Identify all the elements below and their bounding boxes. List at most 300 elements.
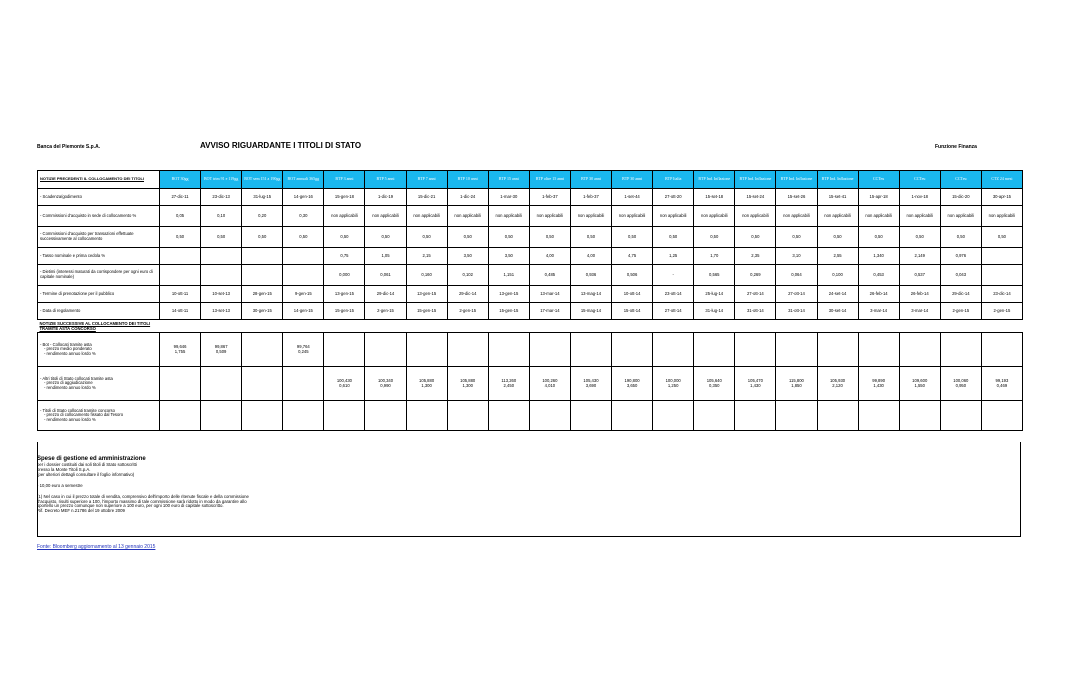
row-label [38,401,160,431]
table-cell: 15-ott-14 [612,303,653,320]
table-cell: 0,20 [242,206,283,227]
table-cell: 15-set-18 [694,189,735,206]
row-label: - Dietimi (interessi maturati da corrispondere per ogni euro di capitale nominale) [38,265,160,286]
table-cell [283,265,324,286]
table-cell [488,367,529,401]
table-cell: 17-mar-14 [529,303,570,320]
table-cell: 25-lug-14 [694,286,735,303]
table-cell: 0,50 [858,227,899,248]
cell-value: 99,764 [296,344,310,350]
cell-value: 1,300 [462,382,473,388]
spese-title: Spese di gestione ed amministrazione [37,456,146,462]
table-cell [447,367,488,401]
note-line: Rif. Decreto MEF n.21786 del 19 ottobre 2009 [37,508,125,514]
table-cell: 1-feb-37 [570,189,611,206]
table-cell [735,367,776,401]
table-cell [529,367,570,401]
table-cell: 2-gen-15 [447,303,488,320]
table-cell [406,401,447,431]
table-cell: 0,506 [612,265,653,286]
table-cell: non applicabili [817,206,858,227]
cell-value: 1,300 [421,382,432,388]
table-cell: 1-nov-18 [899,189,940,206]
table-cell: 26-feb-14 [899,286,940,303]
table-cell: 0,269 [735,265,776,286]
table-cell: 31-ott-14 [735,303,776,320]
table-cell: 15-dic-21 [406,189,447,206]
table-cell [160,248,201,265]
table-cell [653,401,694,431]
table-cell [570,367,611,401]
table-cell: 27-ott-20 [653,189,694,206]
table-cell: 0,50 [242,227,283,248]
table-cell: 0,75 [324,248,365,265]
table-cell: 0,565 [694,265,735,286]
table-cell [488,401,529,431]
table-cell: non applicabili [529,206,570,227]
section-label-successive: NOTIZIE SUCCESSIVE AL COLLOCAMENTO DEI TITOLI TRAMITE ASTA CONCORSO [39,321,151,331]
table-cell [201,265,242,286]
table-cell: 15-gen-18 [324,189,365,206]
column-header: BOT trim 91 e 119gg [201,171,242,189]
table-cell: 15-dic-20 [940,189,981,206]
table-cell: 2-gen-15 [981,303,1022,320]
table-cell [242,333,283,367]
table-cell [160,401,201,431]
row-label-sub: - rendimento annuo lordo % [44,384,96,390]
table-cell: non applicabili [858,206,899,227]
table-cell: 0,485 [529,265,570,286]
table-cell: 31-lug-14 [694,303,735,320]
table-cell [447,401,488,431]
cell-value: 113,260 [501,378,517,384]
table-cell [365,401,406,431]
table-cell: 28-gen-15 [242,286,283,303]
table-cell [324,401,365,431]
table-cell [940,401,981,431]
cell-value: 0,469 [996,382,1008,388]
column-header: BTP Ind. Inflazione [776,171,817,189]
table-cell: 0,50 [817,227,858,248]
table-cell [981,265,1022,286]
table-cell: 13-gen-15 [324,286,365,303]
column-header: BTP oltre 15 anni [529,171,570,189]
table-cell: 30-apr-15 [981,189,1022,206]
cell-value: 100,260 [542,378,558,384]
row-label-sub: - rendimento annuo lordo % [44,416,96,422]
table-cell: 0,50 [940,227,981,248]
table-cell [570,401,611,431]
table-cell: 2,15 [406,248,447,265]
table-cell [242,248,283,265]
table-cell: 4,75 [612,248,653,265]
table-cell: 26-feb-14 [858,286,899,303]
table-cell: 0,50 [899,227,940,248]
cell-value: 1,755 [174,348,186,354]
table-cell [570,333,611,367]
row-label: - Termine di prenotazione per il pubblico [38,286,160,303]
table-row [38,303,1023,320]
table-cell [283,367,324,401]
table-row [38,367,1023,401]
table-cell [612,401,653,431]
cell-value: 3,690 [585,382,597,388]
table-cell [406,367,447,401]
table-cell: 15-gen-15 [488,303,529,320]
column-header: BTP 15 anni [488,171,529,189]
row-label: - Commissioni d'acquisto per transazioni effettuate successivamente al collocamento [38,227,160,248]
table-cell: 0,10 [201,206,242,227]
table-cell: 30-set-14 [817,303,858,320]
row-label-sub: - prezzo di aggiudicazione [44,380,93,386]
table-cell: 0,50 [694,227,735,248]
table-cell: 0,50 [324,227,365,248]
header-row [38,171,1023,189]
table-cell [406,333,447,367]
cell-value: 105,930 [829,378,846,384]
table-cell: non applicabili [406,206,447,227]
table-cell: 0,30 [283,206,324,227]
table-cell: 29-dic-14 [447,286,488,303]
column-header: CCTeu [899,171,940,189]
table-cell: 14-gen-15 [283,303,324,320]
spese-fee: - 10,00 euro a semestre [37,482,83,488]
table-cell: 14-gen-16 [283,189,324,206]
table-cell: 0,50 [735,227,776,248]
table-cell [160,265,201,286]
table-cell: non applicabili [324,206,365,227]
table-cell: 0,976 [940,248,981,265]
column-header: BOT sem 151 a 190gg [242,171,283,189]
table-cell: 0,537 [899,265,940,286]
table-cell: non applicabili [653,206,694,227]
table-cell: 1-feb-37 [529,189,570,206]
cell-value: 0,245 [298,348,309,354]
cell-value: 99,646 [173,344,187,350]
table-cell [447,333,488,367]
cell-value: 99,193 [995,378,1009,384]
table-cell: non applicabili [899,206,940,227]
table-cell: 0,50 [612,227,653,248]
table-cell: 2,55 [817,248,858,265]
cell-value: 1,250 [667,382,679,388]
table-cell: 0,000 [324,265,365,286]
table-cell [201,248,242,265]
table-cell: 13-mag-14 [570,286,611,303]
table-cell: 0,160 [406,265,447,286]
row-label-main: - Altri titoli di Stato collocati tramite asta [40,375,113,381]
cell-value: 100,340 [377,378,394,384]
table-cell [940,367,981,401]
cell-value: 99,867 [214,344,228,350]
table-cell: 0,043 [940,265,981,286]
table-cell: 15-apr-18 [858,189,899,206]
table-row [38,227,1023,248]
table-cell [612,367,653,401]
table-cell: 1,70 [694,248,735,265]
spese-section [37,455,467,514]
table-cell [817,401,858,431]
column-header: BOT 30gg [160,171,201,189]
table-cell: 0,50 [406,227,447,248]
table-cell [160,333,201,367]
table-cell: 15-gen-15 [324,303,365,320]
cell-value: 115,800 [789,378,804,384]
table-cell [735,333,776,367]
column-header: BTP 10 anni [447,171,488,189]
table-row [38,206,1023,227]
table-cell: 15-mag-14 [570,303,611,320]
table-cell [981,248,1022,265]
section-filler [160,320,1023,333]
row-label [38,367,160,401]
table-cell: 31-ott-14 [776,303,817,320]
cell-value: 109,600 [912,378,928,384]
table-cell: 2-gen-15 [365,303,406,320]
table-cell: 0,50 [653,227,694,248]
table-cell: 1,151 [488,265,529,286]
note-line: (1) Nel caso in cui il prezzo totale di vendita, comprensivo dell'importo delle ritenute fiscale e della commissione [37,493,249,499]
table-cell [899,333,940,367]
table-cell [365,367,406,401]
table-cell [324,333,365,367]
table-cell: 13-gen-15 [406,286,447,303]
table-cell: non applicabili [694,206,735,227]
table-cell: non applicabili [940,206,981,227]
table-cell: 3,50 [488,248,529,265]
table-cell: 23-ott-14 [653,286,694,303]
table-cell [201,401,242,431]
table-cell [981,401,1022,431]
table-cell: 0,05 [160,206,201,227]
table-cell: 0,100 [817,265,858,286]
department-name: Funzione Finanza [935,144,977,150]
table-cell [858,367,899,401]
row-label-sub: - prezzo medio ponderato [44,346,92,352]
note-line: sportello un prezzo comunque non superiore a 100 euro, per ogni 100 euro di capitale sottoscritto. [37,503,224,509]
table-cell: 1-dic-19 [365,189,406,206]
table-cell: 3,10 [776,248,817,265]
table-cell [940,333,981,367]
column-header: BTP 5 anni [365,171,406,189]
column-header: BTP 30 anni [612,171,653,189]
column-header: BTP Italia [653,171,694,189]
table-cell [735,401,776,431]
column-header: BTP Ind. Inflazione [694,171,735,189]
table-cell: non applicabili [612,206,653,227]
table-cell: 24-set-14 [817,286,858,303]
table-cell [365,333,406,367]
table-cell [529,333,570,367]
table-row [38,401,1023,431]
table-cell [694,367,735,401]
cell-value: 99,890 [872,378,886,384]
table-cell [242,367,283,401]
cell-value: 0,610 [339,382,350,388]
bank-name: Banca del Piemonte S.p.A. [37,144,101,150]
table-cell: 23-dic-14 [981,286,1022,303]
table-cell: 13-set-13 [201,303,242,320]
table-cell: 3,50 [447,248,488,265]
table-cell [858,401,899,431]
table-cell: 1,05 [365,248,406,265]
table-cell: 0,50 [776,227,817,248]
cell-value: 100,060 [953,378,969,384]
column-header: BTP Ind. Inflazione [735,171,776,189]
table-cell: 23-dic-13 [201,189,242,206]
table-cell: 0,50 [529,227,570,248]
column-header: BTP 30 anni [570,171,611,189]
table-cell: non applicabili [365,206,406,227]
cell-value: 105,880 [419,378,435,384]
table-cell: 0,936 [570,265,611,286]
table-cell [981,333,1022,367]
table-cell: 14-ott-11 [160,303,201,320]
row-label-main: - Bot - Collocati tramite asta [40,341,92,347]
table-cell: - [653,265,694,286]
column-header: BTP Ind. Inflazione [817,171,858,189]
cell-value: 100,000 [665,378,681,384]
table-cell: 0,50 [201,227,242,248]
row-label-main: - Titoli di Stato collocati tramite concorso [40,407,115,413]
cell-value: 4,010 [544,382,556,388]
row-label: - Scadenza/godimento [38,189,160,206]
table-cell: 29-dic-14 [365,286,406,303]
cell-value: 2,450 [503,382,515,388]
table-cell [283,248,324,265]
table-cell: 3-mar-14 [858,303,899,320]
spese-line: presso la Monte Titoli S.p.A. [37,466,91,472]
table-cell: non applicabili [488,206,529,227]
table-cell [201,333,242,367]
table-cell [242,401,283,431]
cell-value: 1,850 [791,382,802,388]
table-cell: 29-dic-14 [940,286,981,303]
table-cell: 30-gen-15 [242,303,283,320]
table-cell: 27-dic-11 [160,189,201,206]
table-cell: 15-set-41 [817,189,858,206]
table-cell: 15-gen-15 [406,303,447,320]
table-cell [488,333,529,367]
table-cell [899,367,940,401]
column-header: CTZ 24 mesi [981,171,1022,189]
table-cell: 1-mar-30 [488,189,529,206]
table-cell: 10-ott-11 [160,286,201,303]
table-cell: 0,50 [160,227,201,248]
cell-value: 105,430 [583,378,599,384]
cell-value: 1,430 [873,382,884,388]
table-cell: 1-dic-24 [447,189,488,206]
table-cell [653,367,694,401]
cell-value: 0,350 [709,382,720,388]
column-header: BTP 3 anni [324,171,365,189]
table-cell [858,333,899,367]
table-cell: 27-ott-14 [735,286,776,303]
row-label: - Tasso nominale e prima cedola % [38,248,160,265]
row-label: - Commissioni d'acquisto in sede di collocamento % [38,206,160,227]
table-cell: 10-set-13 [201,286,242,303]
table-cell [612,333,653,367]
row-label [38,333,160,367]
table-row [38,265,1023,286]
titoli-table [37,170,1023,431]
table-cell: 13-gen-15 [488,286,529,303]
table-cell [694,333,735,367]
table-cell: 0,50 [283,227,324,248]
table-cell: non applicabili [447,206,488,227]
table-cell: 31-lug-15 [242,189,283,206]
source-link[interactable]: Fonte: Bloomberg aggiornamento al 13 gennaio 2015 [37,544,156,550]
table-cell: 0,453 [858,265,899,286]
table-cell [817,333,858,367]
table-cell [242,265,283,286]
table-cell [283,333,324,367]
cell-value: 1,430 [750,382,761,388]
table-cell: 1-set-44 [612,189,653,206]
table-row [38,286,1023,303]
table-cell: 13-mar-14 [529,286,570,303]
table-cell: 0,102 [447,265,488,286]
table-cell [283,401,324,431]
table-cell: 0,50 [365,227,406,248]
table-cell: non applicabili [735,206,776,227]
table-cell [324,367,365,401]
cell-value: 0,509 [215,348,227,354]
spese-line: per i dossier costituiti dai soli titoli di Stato sottoscritti [37,462,137,467]
column-header: CCTeu [940,171,981,189]
note-line: d'acquisto, risulti superiore a 100, l'importo massimo di tale commissione sarà ridotto in modo da garantire allo [37,498,247,504]
table-cell: 15-set-24 [735,189,776,206]
table-row [38,333,1023,367]
table-cell [776,333,817,367]
section-label-precedenti: NOTIZIE PRECEDENTI IL COLLOCAMENTO DEI TITOLI [38,171,160,189]
table-cell: 2,35 [735,248,776,265]
table-cell: 0,50 [570,227,611,248]
column-header: BOT annuali 365gg [283,171,324,189]
table-cell: 0,064 [776,265,817,286]
table-cell: 15-set-26 [776,189,817,206]
table-cell [653,333,694,367]
cell-value: 190,800 [624,378,640,384]
page-title: AVVISO RIGUARDANTE I TITOLI DI STATO [200,141,362,150]
table-cell: 0,50 [981,227,1022,248]
row-label-sub: - rendimento annuo lordo % [44,350,96,356]
table-cell [981,367,1022,401]
table-cell: 2,149 [899,248,940,265]
table-cell [776,367,817,401]
cell-value: 0,950 [955,382,967,388]
cell-value: 2,120 [832,382,843,388]
table-cell [529,401,570,431]
table-cell: 4,00 [529,248,570,265]
cell-value: 105,470 [747,378,763,384]
table-cell: 9-gen-15 [283,286,324,303]
column-header: BTP 7 anni [406,171,447,189]
cell-value: 1,550 [914,382,925,388]
table-cell [899,401,940,431]
section-row [38,320,1023,333]
table-cell: 10-ott-14 [612,286,653,303]
table-cell: 4,00 [570,248,611,265]
table-cell [817,367,858,401]
spese-line: (per ulteriori dettagli consultare il foglio informativo) [37,471,135,477]
row-label-sub: - prezzo di collocamento fissato dal Tesoro [44,412,124,418]
table-cell: non applicabili [570,206,611,227]
table-cell: 0,50 [447,227,488,248]
table-cell: 3-mar-14 [899,303,940,320]
cell-value: 100,430 [336,378,352,384]
table-cell: 2-gen-15 [940,303,981,320]
